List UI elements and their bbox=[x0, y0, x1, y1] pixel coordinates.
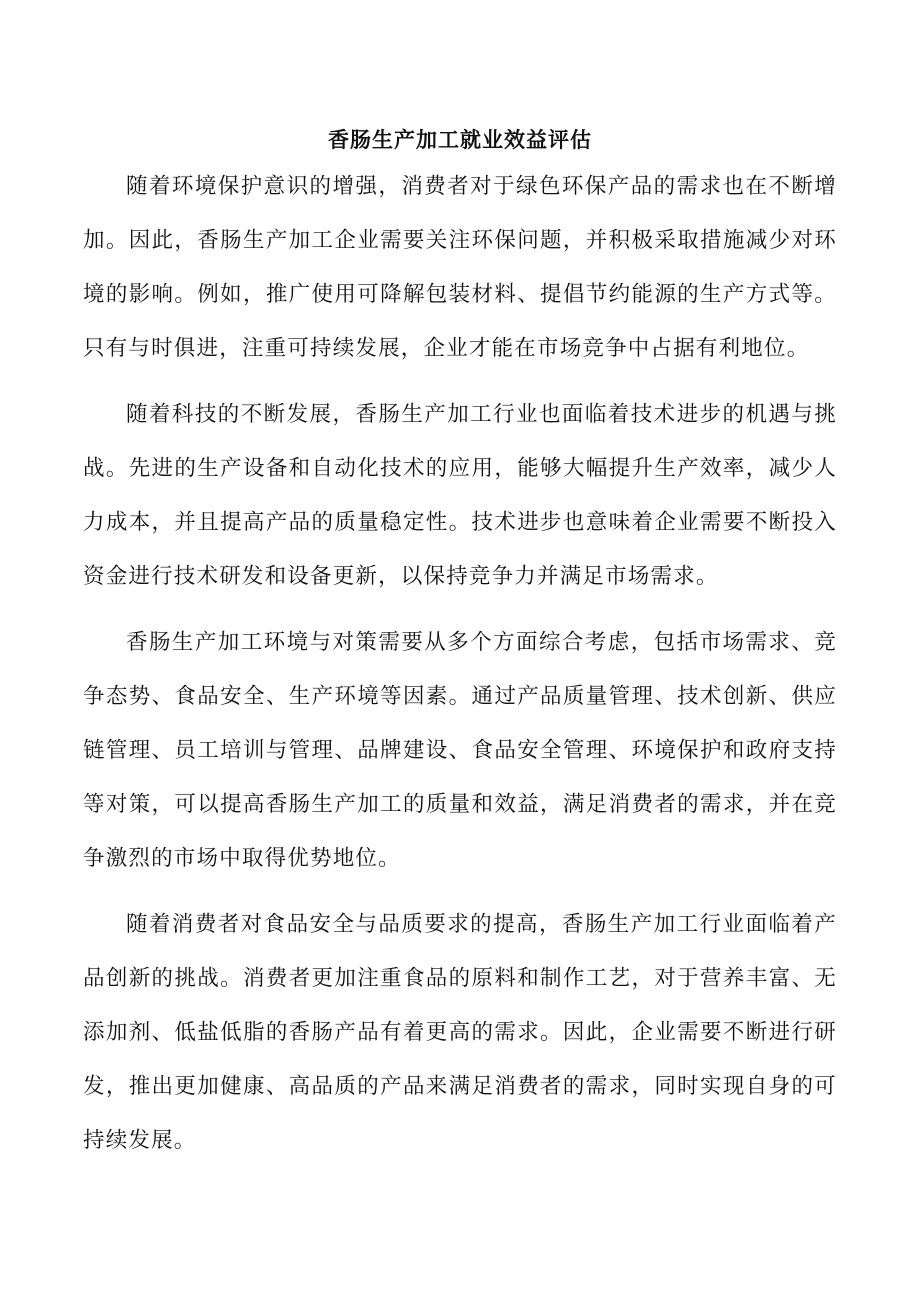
paragraph-1: 随着环境保护意识的增强，消费者对于绿色环保产品的需求也在不断增加。因此，香肠生产加工企业需要关注环保问题，并积极采取措施减少对环境的影响。例如，推广使用可降解包装材料、提倡节约能源的生产方式等。只有与时俱进，注重可持续发展，企业才能在市场竞争中占据有利地位。 bbox=[83, 174, 837, 361]
paragraph-2: 随着科技的不断发展，香肠生产加工行业也面临着技术进步的机遇与挑战。先进的生产设备和自动化技术的应用，能够大幅提升生产效率，减少人力成本，并且提高产品的质量稳定性。技术进步也意味着企业需要不断投入资金进行技术研发和设备更新，以保持竞争力并满足市场需求。 bbox=[83, 402, 837, 589]
paragraph-3: 香肠生产加工环境与对策需要从多个方面综合考虑，包括市场需求、竞争态势、食品安全、生产环境等因素。通过产品质量管理、技术创新、供应链管理、员工培训与管理、品牌建设、食品安全管理、环境保护和政府支持等对策，可以提高香肠生产加工的质量和效益，满足消费者的需求，并在竞争激烈的市场中取得优势地位。 bbox=[83, 630, 837, 871]
paragraph-4: 随着消费者对食品安全与品质要求的提高，香肠生产加工行业面临着产品创新的挑战。消费者更加注重食品的原料和制作工艺，对于营养丰富、无添加剂、低盐低脂的香肠产品有着更高的需求。因此，企业需要不断进行研发，推出更加健康、高品质的产品来满足消费者的需求，同时实现自身的可持续发展。 bbox=[83, 912, 837, 1153]
page-title: 香肠生产加工就业效益评估 bbox=[328, 127, 592, 152]
document-page bbox=[83, 122, 837, 1180]
